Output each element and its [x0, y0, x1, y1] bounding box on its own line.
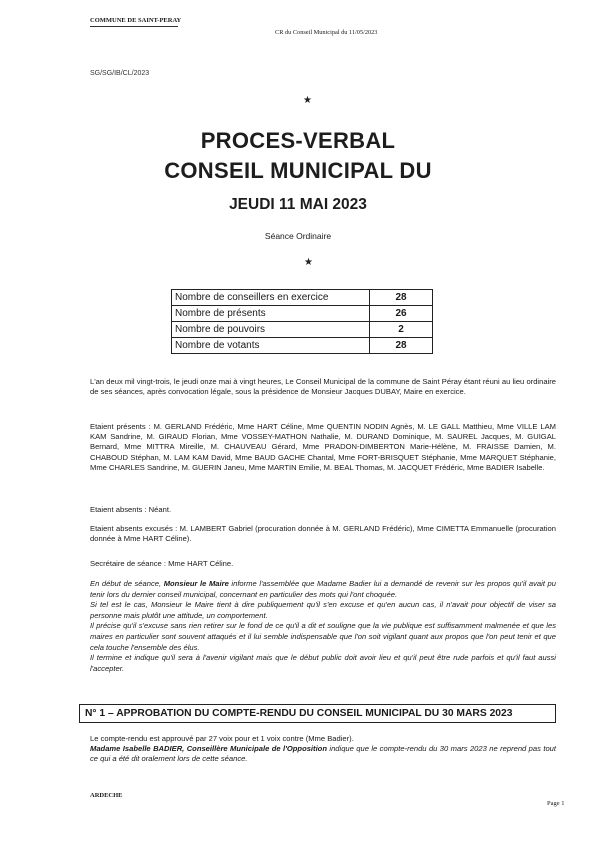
footer-department: ARDECHE [90, 792, 123, 799]
table-row [172, 338, 433, 354]
count-label: Nombre de présents [172, 306, 370, 322]
remark-speaker: Madame Isabelle BADIER, Conseillère Municipale de l'Opposition [90, 744, 327, 754]
count-value: 28 [370, 290, 433, 306]
statement-speaker: Monsieur le Maire [163, 579, 229, 588]
section-1-body [90, 734, 556, 765]
page-number: Page 1 [547, 800, 565, 807]
table-row [172, 306, 433, 322]
count-label: Nombre de conseillers en exercice [172, 290, 370, 306]
count-label: Nombre de pouvoirs [172, 322, 370, 338]
opposition-remark [90, 744, 556, 764]
title-line-2: CONSEIL MUNICIPAL DU [164, 158, 432, 183]
count-value: 26 [370, 306, 433, 322]
document-reference-header: CR du Conseil Municipal du 11/05/2023 [275, 29, 378, 36]
remark-text: indique que le compte-rendu du 30 mars 2023 ne reprend pas tout ce qui a été dit oralement lors de cette séance. [90, 744, 557, 764]
statement-paragraph: Si tel est le cas, Monsieur le Maire tient à dire publiquement qu'il s'en excuse et qu'en aucun cas, il n'avait pour objectif de viser sa personne mais plutôt une attitude, un comportement. [90, 600, 556, 620]
session-type: Séance Ordinaire [264, 231, 332, 241]
table-row [172, 322, 433, 338]
absent-paragraph: Etaient absents : Néant. [90, 505, 172, 514]
statement-paragraph: Il précise qu'il s'excuse sans rien retirer sur le fond de ce qu'il a dit et souligne que la vie publique est suffisamment malmenée et que les maires en particulier sont souvent attaqués et il lui semble indispensable que l'on soit vigilant quant aux propos que l'on peut tenir et que cela touche l'ensemble des élus. [90, 621, 556, 652]
star-ornament-icon: ★ [303, 95, 312, 106]
statement-text: En début de séance, [90, 579, 164, 588]
excused-paragraph: Etaient absents excusés : M. LAMBERT Gabriel (procuration donnée à M. GERLAND Frédéric), Mme CIMETTA Emmanuelle (procuration donnée à Mme HART Céline). [90, 524, 556, 544]
mayor-statement [90, 579, 556, 674]
statement-paragraph: Il termine et indique qu'il sera à l'avenir vigilant mais que le début public doit avoir lieu et qu'il peut être rude parfois et qu'il faut aussi l'accepter. [90, 653, 556, 673]
commune-header: COMMUNE DE SAINT-PERAY [90, 17, 182, 24]
vote-result: Le compte-rendu est approuvé par 27 voix pour et 1 voix contre (Mme Badier). [90, 734, 354, 743]
header-rule [90, 26, 178, 27]
section-heading-1: N° 1 – APPROBATION DU COMPTE-RENDU DU CONSEIL MUNICIPAL DU 30 MARS 2023 [79, 704, 556, 723]
count-label: Nombre de votants [172, 338, 370, 354]
attendance-table [171, 289, 433, 354]
meeting-date: JEUDI 11 MAI 2023 [229, 196, 367, 213]
star-ornament-icon: ★ [304, 257, 313, 268]
statement-paragraph [90, 579, 556, 600]
present-members-paragraph: Etaient présents : M. GERLAND Frédéric, Mme HART Céline, Mme QUENTIN NODIN Agnès, M. LE GALL Matthieu, Mme VILLE LAM KAM Sandrine, M. GIRAUD Florian, Mme VOSSEY-MATHON Nathalie, M. DURAND Dominique, M. SAUREL Jacques, M. GUIGAL Bernard, Mme MITTRA Mireille, M. CHAUVEAU Gérard, Mme PRADON-DIMBERTON Marie-Hélène, M. FRAISSE Damien, M. CHABOUD Stéphan, M. LAM KAM David, Mme BAUD GACHE Chantal, Mme FORT-BRISQUET Stéphanie, Mme MARQUET Stéphanie, Mme CHARLES Sandrine, M. GUERIN Janeu, Mme MARTIN Emilie, M. BEAL Thomas, M. JACQUET Frédéric, Mme BADIER Isabelle. [90, 422, 556, 472]
table-row [172, 290, 433, 306]
intro-paragraph: L'an deux mil vingt-trois, le jeudi onze mai à vingt heures, Le Conseil Municipal de la commune de Saint Péray étant réuni au lieu ordinaire de ses séances, après convocation légale, sous la présidence de Monsieur Jacques DUBAY, Maire en exercice. [90, 377, 556, 397]
count-value: 28 [370, 338, 433, 354]
secretary-paragraph: Secrétaire de séance : Mme HART Céline. [90, 559, 234, 568]
statement-text: informe l'assemblée que Madame Badier lui a demandé de revenir sur les propos qu'il avait pu tenir lors du dernier conseil municipal, concernant en particulier des mots qui l'ont choquée. [90, 579, 556, 599]
count-value: 2 [370, 322, 433, 338]
reference-code: SG/SG/IB/CL/2023 [90, 70, 150, 77]
title-line-1: PROCES-VERBAL [200, 128, 396, 153]
